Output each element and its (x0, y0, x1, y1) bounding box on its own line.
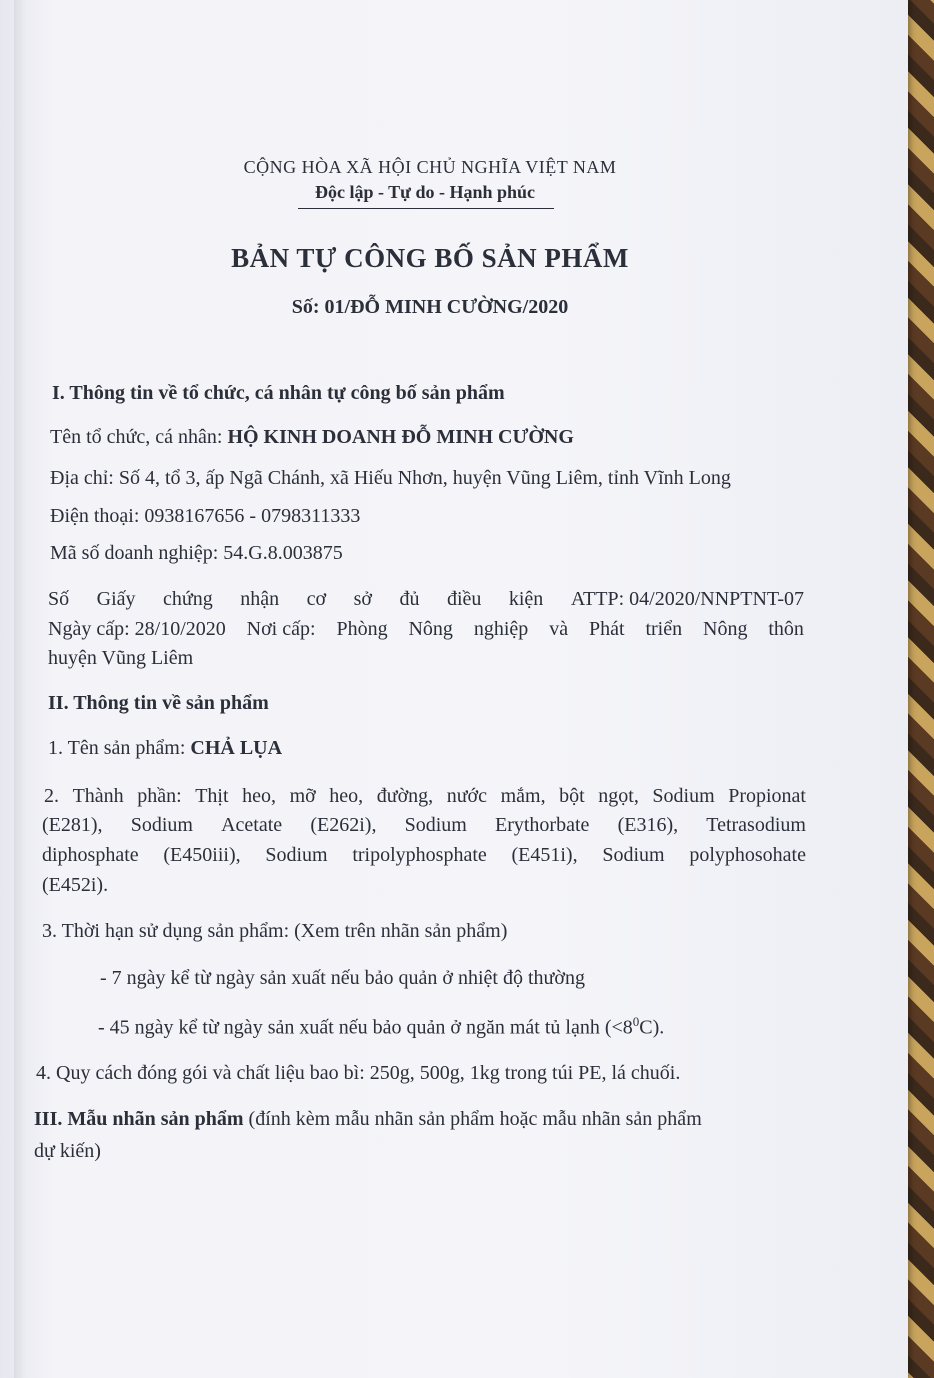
ingredient-word: ngọt, (598, 785, 639, 807)
org-name-label: Tên tổ chức, cá nhân: (50, 426, 228, 448)
cert-line-2 (48, 618, 804, 641)
ingredient-word: (E262i), (310, 814, 377, 836)
ingredients-line-3 (42, 844, 806, 867)
section-3-line-1 (34, 1108, 702, 1131)
section-1-heading: I. Thông tin về tổ chức, cá nhân tự công bố sản phẩm (52, 382, 505, 404)
cert-word: ATTP: 04/2020/NNPTNT-07 (570, 588, 804, 610)
address-line: Địa chỉ: Số 4, tổ 3, ấp Ngã Chánh, xã Hiếu Nhơn, huyện Vũng Liêm, tỉnh Vĩnh Long (50, 467, 731, 489)
ingredient-word: Thịt (195, 785, 229, 807)
phone-line: Điện thoại: 0938167656 - 0798311333 (50, 505, 361, 527)
ingredient-word: heo, (329, 785, 364, 807)
cert-word: Phát (588, 618, 625, 640)
national-motto-subtitle: Độc lập - Tự do - Hạnh phúc (314, 182, 536, 202)
ingredient-word: Erythorbate (495, 814, 590, 836)
cert-word: điều (446, 588, 482, 610)
ingredient-word: 2. (44, 785, 59, 807)
ingredients-line-4: (E452i). (42, 874, 109, 896)
ingredient-word: mắm, (500, 785, 546, 807)
cert-date: Ngày cấp: 28/10/2020 (48, 618, 226, 640)
ingredient-word: đường, (376, 785, 434, 807)
document-number: Số: 01/ĐỖ MINH CƯỜNG/2020 (291, 296, 569, 318)
cert-word: triển (645, 618, 683, 640)
shelf-life-fridge (98, 1014, 664, 1040)
cert-word: nghiệp (473, 618, 529, 640)
cert-word: Giấy (96, 588, 136, 610)
cert-word: Nơi cấp: (246, 618, 316, 640)
section-3-heading: III. Mẫu nhãn sản phẩm (34, 1108, 244, 1130)
ingredient-word: Sodium (265, 844, 328, 866)
section-3-note: (đính kèm mẫu nhãn sản phẩm hoặc mẫu nhãn sản phẩm (243, 1108, 702, 1130)
cert-line-1 (48, 588, 804, 611)
ingredient-word: Sodium (404, 814, 467, 836)
ingredients-line-2 (42, 814, 806, 837)
tax-code-line: Mã số doanh nghiệp: 54.G.8.003875 (50, 542, 343, 564)
org-name-value: HỘ KINH DOANH ĐỖ MINH CƯỜNG (227, 426, 574, 448)
cert-word: thôn (768, 618, 804, 640)
ingredient-word: (E316), (617, 814, 679, 836)
motto-underline (298, 208, 554, 209)
product-name-value: CHẢ LỤA (190, 737, 283, 759)
product-name-line (48, 737, 282, 760)
ingredient-word: heo, (242, 785, 277, 807)
national-motto: CỘNG HÒA XÃ HỘI CHỦ NGHĨA VIỆT NAM (243, 157, 617, 177)
cert-word: sở (353, 588, 372, 610)
ingredient-word: tripolyphosphate (352, 844, 487, 866)
cert-word: cơ (306, 588, 327, 610)
shelf-life-fridge-unit: C). (639, 1016, 665, 1039)
degree-superscript: 0 (632, 1014, 640, 1029)
ingredient-word: Sodium (652, 785, 715, 807)
cert-word: Số (48, 588, 70, 610)
ingredient-word: phần: (137, 785, 182, 807)
cert-word: Nông (408, 618, 453, 640)
shelf-life-fridge-text: - 45 ngày kể từ ngày sản xuất nếu bảo quản ở ngăn mát tủ lạnh (<8 (98, 1016, 633, 1039)
cert-word: kiện (508, 588, 544, 610)
ingredient-word: bột (559, 785, 585, 807)
cert-word: và (549, 618, 569, 640)
shelf-life-heading: 3. Thời hạn sử dụng sản phẩm: (Xem trên nhãn sản phẩm) (42, 920, 508, 942)
ingredient-word: Acetate (221, 814, 283, 836)
cert-word: Nông (703, 618, 748, 640)
document-title: BẢN TỰ CÔNG BỐ SẢN PHẨM (231, 243, 629, 273)
ingredient-word: diphosphate (42, 844, 139, 866)
ingredient-word: Sodium (602, 844, 665, 866)
ingredient-word: polyphosohate (689, 844, 806, 866)
ingredient-word: Tetrasodium (706, 814, 806, 836)
ingredient-word: Thành (72, 785, 124, 807)
ingredient-word: (E450iii), (163, 844, 241, 866)
cert-word: chứng (163, 588, 213, 610)
cert-word: Phòng (336, 618, 388, 640)
ingredient-word: (E451i), (511, 844, 578, 866)
cert-line-3: huyện Vũng Liêm (48, 647, 194, 669)
org-name-line (50, 426, 574, 449)
ingredient-word: (E281), (42, 814, 103, 836)
ingredient-word: mỡ (289, 785, 316, 807)
ingredients-line-1 (44, 785, 806, 808)
packaging-line: 4. Quy cách đóng gói và chất liệu bao bì: 250g, 500g, 1kg trong túi PE, lá chuối. (36, 1062, 681, 1084)
section-3-line-2: dự kiến) (34, 1140, 101, 1162)
ingredient-word: Sodium (130, 814, 193, 836)
ingredient-word: Propionat (728, 785, 806, 807)
cert-word: đủ (399, 588, 420, 610)
section-2-heading: II. Thông tin về sản phẩm (48, 692, 269, 714)
product-name-label: 1. Tên sản phẩm: (48, 737, 191, 759)
ingredient-word: nước (446, 785, 488, 807)
cert-word: nhận (240, 588, 280, 610)
shelf-life-room-temp: - 7 ngày kể từ ngày sản xuất nếu bảo quản ở nhiệt độ thường (100, 967, 585, 989)
